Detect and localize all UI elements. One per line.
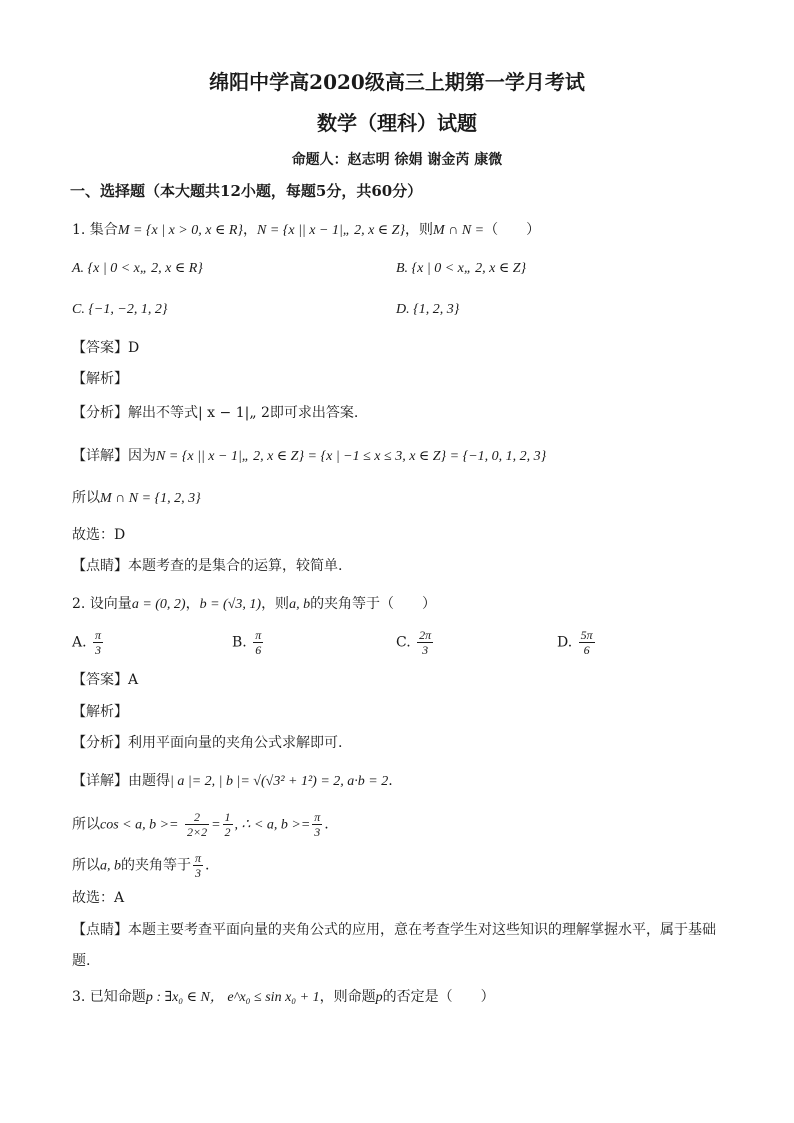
q2-so2-end: . bbox=[205, 857, 210, 874]
q1-detail-expr: N = {x || x − 1|„ 2, x ∈ Z} = {x | −1 ≤ x ≤ 3, x ∈ Z} = {−1, 0, 1, 2, 3} bbox=[156, 449, 547, 464]
q2-so1-num2: 1 bbox=[224, 810, 231, 824]
q2-detail-label: 【详解】由题得 bbox=[72, 773, 170, 789]
question-2 bbox=[72, 594, 436, 615]
q1-comma: ， bbox=[242, 222, 257, 238]
authors-line: 命题人：赵志明 徐娟 谢金芮 康微 bbox=[291, 152, 503, 168]
q1-option-d: D. {1, 2, 3} bbox=[396, 302, 460, 317]
q2-option-c-num: 2π bbox=[419, 628, 432, 642]
q1-option-b: B. {x | 0 < x„ 2, x ∈ Z} bbox=[396, 261, 527, 276]
q1-option-c: C. {−1, −2, 1, 2} bbox=[72, 302, 168, 317]
question-1 bbox=[72, 220, 540, 241]
q1-so-label: 所以 bbox=[72, 490, 100, 506]
q2-option-d-label: D. bbox=[557, 634, 573, 651]
q2-so1-num1: 2 bbox=[185, 810, 209, 825]
q2-option-b-fraction bbox=[253, 628, 263, 657]
q1-detail bbox=[72, 446, 546, 467]
q2-analysis: 【解析】 bbox=[72, 704, 128, 720]
q2-comma: ， bbox=[185, 596, 200, 612]
q1-choose: 故选：D bbox=[72, 527, 126, 543]
q2-so1-fraction-2 bbox=[223, 810, 233, 839]
q2-so1-num3: π bbox=[314, 810, 321, 824]
q2-option-d-num: 5π bbox=[580, 628, 593, 642]
q2-so1-end: . bbox=[324, 816, 329, 833]
q1-analysis: 【解析】 bbox=[72, 371, 128, 387]
page-subtitle: 数学（理科）试题 bbox=[317, 111, 477, 135]
q2-ab: a, b bbox=[289, 597, 311, 612]
q2-choose: 故选：A bbox=[72, 890, 125, 906]
q2-comment-2: 题. bbox=[72, 953, 91, 969]
q2-so-1 bbox=[72, 810, 329, 839]
q2-option-c-label: C. bbox=[396, 634, 411, 651]
q1-expr: M ∩ N = bbox=[433, 223, 485, 238]
question-3 bbox=[72, 987, 495, 1008]
q1-prefix: 1. 集合 bbox=[72, 222, 118, 238]
q1-so-expr: M ∩ N = {1, 2, 3} bbox=[100, 491, 201, 506]
q2-option-b-label: B. bbox=[232, 634, 247, 651]
q2-option-a-num: π bbox=[95, 628, 102, 642]
q2-option-b-den: 6 bbox=[255, 643, 262, 657]
q1-so bbox=[72, 488, 201, 509]
q1-set-m: M = {x | x > 0, x ∈ R} bbox=[117, 223, 243, 238]
q1-detail-label: 【详解】因为 bbox=[72, 448, 156, 464]
q2-option-c-den: 3 bbox=[422, 643, 429, 657]
q2-option-a-label: A. bbox=[72, 634, 87, 651]
q2-so2-den: 3 bbox=[195, 866, 201, 880]
q1-paren: （ ） bbox=[484, 222, 541, 238]
q3-ask2: 的否定是（ ） bbox=[382, 989, 495, 1005]
q2-comment-1: 【点睛】本题主要考查平面向量的夹角公式的应用，意在考查学生对这些知识的理解掌握水平，属于基础 bbox=[72, 922, 716, 938]
q2-ask2: 的夹角等于（ ） bbox=[310, 596, 437, 612]
q2-so1-fraction-3 bbox=[312, 810, 322, 839]
q2-answer: 【答案】A bbox=[72, 672, 139, 688]
q3-p: p bbox=[375, 990, 383, 1005]
q2-so2-num: π bbox=[195, 851, 202, 865]
q2-vector-b: b = (√3, 1) bbox=[199, 597, 262, 612]
q1-option-a: A. {x | 0 < x„ 2, x ∈ R} bbox=[72, 261, 203, 276]
q2-option-b bbox=[232, 628, 265, 657]
q2-option-d-den: 6 bbox=[583, 643, 590, 657]
q2-option-c bbox=[396, 628, 435, 657]
q2-detail-expr: | a |= 2, | b |= √(√3² + 1²) = 2, a·b = 2 bbox=[170, 774, 389, 789]
q2-so1-den3: 3 bbox=[314, 825, 321, 839]
q2-option-b-num: π bbox=[255, 628, 262, 642]
q2-fenxi: 【分析】利用平面向量的夹角公式求解即可. bbox=[72, 735, 343, 751]
q2-so2-label: 所以 bbox=[72, 857, 100, 874]
page-title: 绵阳中学高2020级高三上期第一学月考试 bbox=[209, 70, 585, 94]
q2-so2-text: 的夹角等于 bbox=[121, 857, 191, 874]
q2-option-a-fraction bbox=[93, 628, 103, 657]
q2-option-a bbox=[72, 628, 105, 657]
q1-set-n: N = {x || x − 1|„ 2, x ∈ Z} bbox=[256, 223, 406, 238]
q2-detail bbox=[72, 771, 393, 792]
q2-prefix: 2. 设向量 bbox=[72, 596, 132, 612]
q2-so1-den2: 2 bbox=[224, 825, 231, 839]
q2-so1-a: cos < a, b >= bbox=[100, 817, 179, 833]
q1-fenxi: 【分析】解出不等式| x − 1|„ 2即可求出答案. bbox=[72, 405, 359, 421]
q2-so2-ab: a, b bbox=[100, 858, 121, 874]
q2-option-a-den: 3 bbox=[95, 643, 102, 657]
section-heading: 一、选择题（本大题共12小题，每题5分，共60分） bbox=[70, 182, 423, 200]
q1-ask: ，则 bbox=[405, 222, 434, 238]
q3-ask: ，则命题 bbox=[319, 989, 376, 1005]
q3-expr: p : ∃x₀ ∈ N， e^x₀ ≤ sin x₀ + 1 bbox=[145, 990, 320, 1005]
q2-so1-den1: 2×2 bbox=[186, 825, 208, 839]
q2-so1-fraction-1 bbox=[185, 810, 209, 839]
q2-so1-label: 所以 bbox=[72, 816, 100, 833]
q2-so1-b: , ∴ < a, b >= bbox=[234, 817, 311, 833]
q2-so1-eq: = bbox=[211, 817, 221, 833]
q2-ask: ，则 bbox=[261, 596, 290, 612]
q2-option-d-fraction bbox=[579, 628, 595, 657]
q2-so-2 bbox=[72, 851, 209, 880]
q1-answer: 【答案】D bbox=[72, 340, 140, 356]
q2-option-d bbox=[557, 628, 597, 657]
q2-option-c-fraction bbox=[417, 628, 433, 657]
q2-vector-a: a = (0, 2) bbox=[131, 597, 186, 612]
q1-comment: 【点睛】本题考查的是集合的运算，较简单. bbox=[72, 558, 343, 574]
q2-so2-fraction bbox=[193, 851, 203, 880]
q3-prefix: 3. 已知命题 bbox=[72, 989, 146, 1005]
q2-detail-end: . bbox=[388, 773, 393, 789]
